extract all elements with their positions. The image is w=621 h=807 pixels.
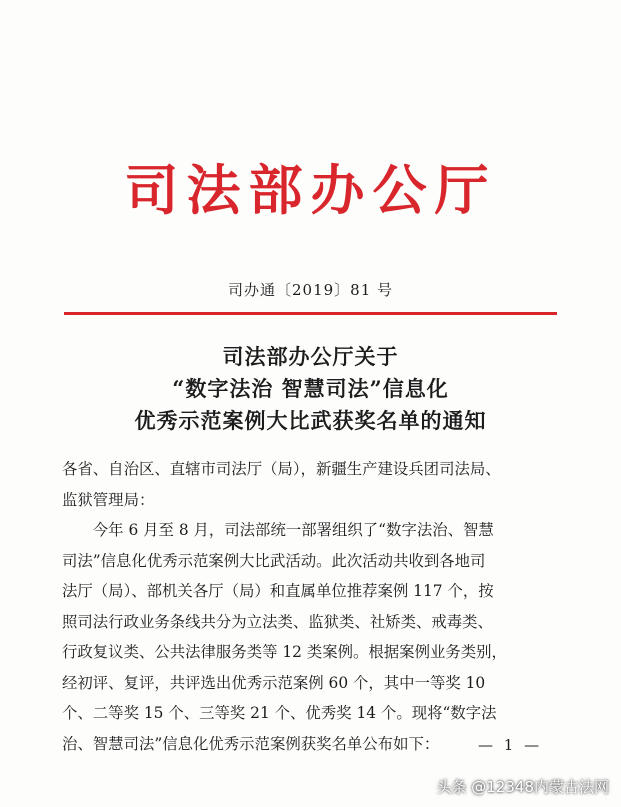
body-line: 监狱管理局：	[62, 490, 155, 509]
notice-body	[62, 454, 562, 759]
body-line: 经初评、复评，共评选出优秀示范案例 60 个，其中一等奖 10	[62, 673, 486, 692]
body-line: 治、智慧司法”信息化优秀示范案例获奖名单公布如下：	[62, 734, 440, 753]
body-line: 司法”信息化优秀示范案例大比武活动。此次活动共收到各地司	[62, 551, 486, 570]
body-line: 法厅（局）、部机关各厅（局）和直属单位推荐案例 117 个，按	[62, 582, 494, 600]
source-watermark: 头条 @12348内蒙古法网	[436, 778, 609, 796]
body-line: 各省、自治区、直辖市司法厅（局），新疆生产建设兵团司法局、	[62, 460, 501, 478]
body-line: 今年 6 月至 8 月，司法部统一部署组织了“数字法治、智慧	[62, 521, 494, 539]
body-line: 个、二等奖 15 个、三等奖 21 个、优秀奖 14 个。现将“数字法	[62, 704, 497, 722]
notice-title-line-3: 优秀示范案例大比武获奖名单的通知	[134, 408, 487, 433]
body-line: 行政复议类、公共法律服务类等 12 类案例。根据案例业务类别，	[62, 643, 507, 661]
notice-title	[0, 341, 621, 437]
document-number: 司办通〔2019〕81 号	[227, 281, 394, 299]
body-line: 照司法行政业务条线共分为立法类、监狱类、社矫类、戒毒类、	[62, 612, 493, 631]
page-number: — 1 —	[478, 736, 543, 754]
notice-title-line-1: 司法部办公厅关于	[222, 344, 399, 369]
red-divider-line	[64, 312, 557, 315]
issuing-organization-title: 司法部办公厅	[124, 159, 497, 222]
notice-title-line-2: “数字法治 智慧司法”信息化	[172, 376, 449, 401]
